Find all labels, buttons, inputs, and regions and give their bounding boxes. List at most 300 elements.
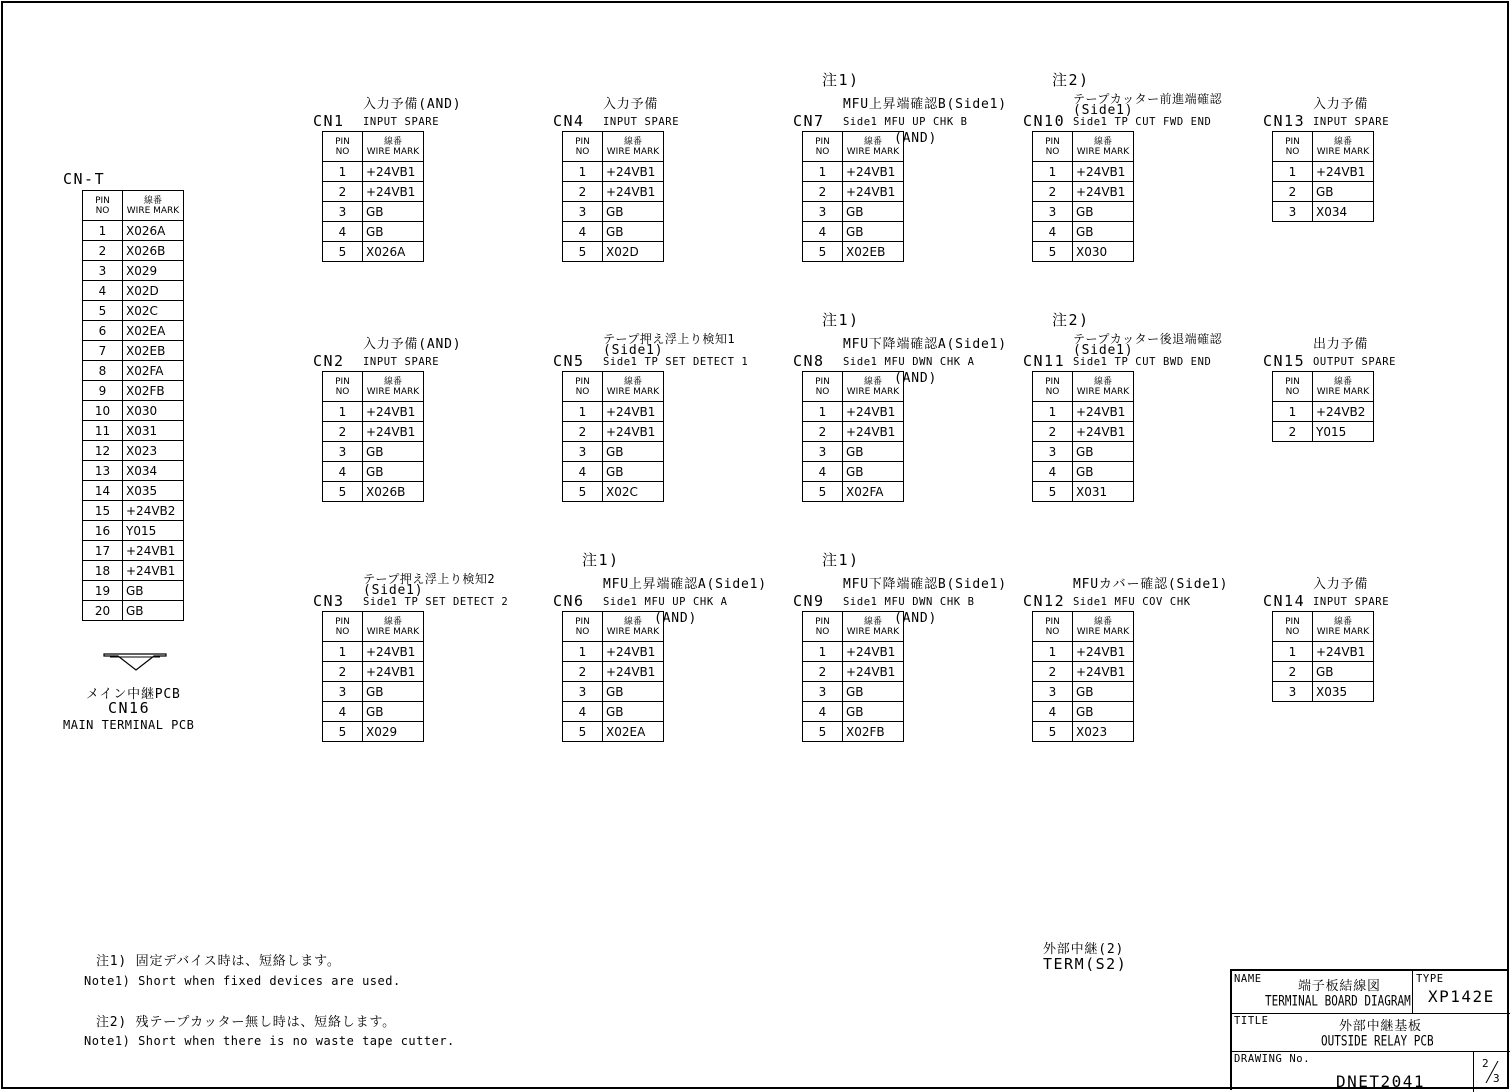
pin-number: 1	[323, 402, 363, 422]
cn14-label: CN14	[1263, 592, 1306, 610]
wire-mark: X02C	[123, 301, 184, 321]
wire-mark: X02EA	[123, 321, 184, 341]
pin-number: 5	[563, 242, 603, 262]
pin-row	[83, 221, 184, 241]
pin-row	[1033, 722, 1134, 742]
wire-mark: +24VB1	[363, 182, 424, 202]
cn15-pin-table	[1272, 371, 1374, 442]
pin-row	[83, 321, 184, 341]
wire-mark: +24VB1	[1073, 162, 1134, 182]
main-pcb-label-en: MAIN TERMINAL PCB	[63, 718, 195, 732]
pin-row	[1033, 422, 1134, 442]
wire-mark: X026A	[123, 221, 184, 241]
pin-row	[803, 482, 904, 502]
pin-row	[323, 182, 424, 202]
pin-row	[83, 261, 184, 281]
pin-number: 2	[323, 422, 363, 442]
pin-row	[803, 682, 904, 702]
wire-mark-header: 線番 WIRE MARK	[843, 372, 904, 402]
cn5-title-en: Side1 TP SET DETECT 1	[603, 356, 749, 368]
pin-number: 5	[803, 722, 843, 742]
wire-mark: X034	[123, 461, 184, 481]
pin-table-header	[1273, 132, 1374, 162]
cn2-label: CN2	[313, 352, 345, 370]
wire-mark: GB	[1073, 702, 1134, 722]
type-value: XP142E	[1428, 987, 1495, 1006]
wire-mark: +24VB1	[363, 162, 424, 182]
down-arrow-icon	[100, 650, 170, 674]
pin-number: 1	[803, 402, 843, 422]
pin-no-header: PIN NO	[803, 612, 843, 642]
main-pcb-cn: CN16	[108, 699, 151, 717]
wire-mark: GB	[1313, 182, 1374, 202]
cn12-title-jp: MFUカバー確認(Side1)	[1073, 577, 1229, 592]
cn12-pin-table	[1032, 611, 1134, 742]
wire-mark: GB	[363, 442, 424, 462]
pin-number: 5	[323, 482, 363, 502]
pin-number: 4	[563, 222, 603, 242]
pin-number: 5	[563, 722, 603, 742]
wire-mark: GB	[603, 442, 664, 462]
pin-table-header	[323, 612, 424, 642]
pin-row	[563, 722, 664, 742]
cn3-pin-table	[322, 611, 424, 742]
pin-no-header: PIN NO	[323, 612, 363, 642]
cn1-pin-table	[322, 131, 424, 262]
pin-number: 7	[83, 341, 123, 361]
pin-row	[83, 281, 184, 301]
cn14-pin-table	[1272, 611, 1374, 702]
pin-no-header: PIN NO	[1033, 372, 1073, 402]
term-label-en: TERM(S2)	[1043, 955, 1128, 973]
pin-number: 3	[803, 442, 843, 462]
pin-row	[1033, 222, 1134, 242]
wire-mark: X02EA	[603, 722, 664, 742]
pin-number: 1	[1273, 162, 1313, 182]
pin-row	[803, 422, 904, 442]
wire-mark: +24VB1	[843, 422, 904, 442]
wire-mark: X02D	[123, 281, 184, 301]
wire-mark: GB	[363, 222, 424, 242]
cn6-pin-table	[562, 611, 664, 742]
wire-mark-header: 線番 WIRE MARK	[363, 612, 424, 642]
cn10-label: CN10	[1023, 112, 1066, 130]
cn8-title-en: Side1 MFU DWN CHK A	[843, 356, 975, 368]
wire-mark: X035	[1313, 682, 1374, 702]
pin-row	[1033, 402, 1134, 422]
pin-number: 2	[803, 182, 843, 202]
pin-row	[323, 682, 424, 702]
cn9-title-jp: MFU下降端確認B(Side1)	[843, 577, 1007, 592]
wire-mark: GB	[1313, 662, 1374, 682]
pin-number: 3	[1033, 202, 1073, 222]
pin-number: 4	[323, 462, 363, 482]
cn6-title-jp: MFU上昇端確認A(Side1)	[603, 577, 767, 592]
cn-t-label: CN-T	[63, 170, 106, 188]
wire-mark: X023	[1073, 722, 1134, 742]
pin-number: 17	[83, 541, 123, 561]
pin-row	[1273, 202, 1374, 222]
wire-mark-header: 線番 WIRE MARK	[843, 132, 904, 162]
wire-mark: +24VB1	[843, 162, 904, 182]
pin-number: 5	[323, 242, 363, 262]
pin-number: 3	[323, 442, 363, 462]
pin-number: 2	[803, 662, 843, 682]
pin-no-header: PIN NO	[1273, 612, 1313, 642]
wire-mark: GB	[1073, 442, 1134, 462]
pin-row	[803, 402, 904, 422]
wire-mark: X031	[1073, 482, 1134, 502]
pin-number: 2	[1273, 182, 1313, 202]
cn15-title-en: OUTPUT SPARE	[1313, 356, 1397, 368]
wire-mark-header: 線番 WIRE MARK	[363, 372, 424, 402]
cn6-label: CN6	[553, 592, 585, 610]
pin-row	[323, 162, 424, 182]
pin-number: 11	[83, 421, 123, 441]
cn5-title-jp-sub: (Side1)	[603, 343, 664, 358]
wire-mark: GB	[603, 202, 664, 222]
pin-row	[83, 401, 184, 421]
cn5-label: CN5	[553, 352, 585, 370]
pin-table-header	[323, 372, 424, 402]
pin-row	[563, 642, 664, 662]
cn13-title-jp: 入力予備	[1313, 97, 1369, 112]
pin-row	[323, 422, 424, 442]
wire-mark: X023	[123, 441, 184, 461]
pin-number: 4	[803, 702, 843, 722]
pin-number: 1	[323, 162, 363, 182]
wire-mark: GB	[1073, 682, 1134, 702]
wire-mark-header: 線番 WIRE MARK	[1073, 132, 1134, 162]
pin-number: 1	[323, 642, 363, 662]
cn4-title-en: INPUT SPARE	[603, 116, 680, 128]
cn9-and-label: (AND)	[894, 611, 938, 626]
pin-row	[1273, 642, 1374, 662]
pin-row	[323, 242, 424, 262]
pin-row	[83, 341, 184, 361]
drawing-field-label: DRAWING No.	[1234, 1053, 1311, 1065]
pin-row	[803, 702, 904, 722]
pin-row	[323, 702, 424, 722]
wire-mark: +24VB2	[123, 501, 184, 521]
pin-row	[803, 722, 904, 742]
pin-row	[563, 422, 664, 442]
cn11-title-jp: テープカッター後退端確認	[1073, 332, 1223, 346]
pin-row	[323, 442, 424, 462]
wire-mark: GB	[363, 702, 424, 722]
cn7-label: CN7	[793, 112, 825, 130]
drawing-value: DNET2041	[1336, 1072, 1426, 1091]
wire-mark: X034	[1313, 202, 1374, 222]
wire-mark: X02EB	[123, 341, 184, 361]
wire-mark: +24VB1	[1073, 642, 1134, 662]
wire-mark: GB	[1073, 222, 1134, 242]
pin-row	[83, 461, 184, 481]
pin-row	[323, 662, 424, 682]
wire-mark-header: 線番 WIRE MARK	[603, 612, 664, 642]
pin-row	[323, 222, 424, 242]
cn10-title-en: Side1 TP CUT FWD END	[1073, 116, 1212, 128]
wire-mark: X02FA	[843, 482, 904, 502]
cn12-label: CN12	[1023, 592, 1066, 610]
cn14-title-en: INPUT SPARE	[1313, 596, 1390, 608]
pin-table-header	[83, 191, 184, 221]
pin-number: 3	[563, 202, 603, 222]
pin-row	[1273, 162, 1374, 182]
wire-mark: X02EB	[843, 242, 904, 262]
wire-mark: GB	[363, 682, 424, 702]
wire-mark: GB	[1073, 462, 1134, 482]
pin-row	[1273, 402, 1374, 422]
pin-table-header	[1273, 372, 1374, 402]
wire-mark: +24VB1	[843, 662, 904, 682]
pin-number: 5	[323, 722, 363, 742]
pin-number: 3	[323, 682, 363, 702]
pin-number: 3	[563, 682, 603, 702]
pin-number: 5	[803, 482, 843, 502]
pin-number: 2	[803, 422, 843, 442]
cn10-title-jp: テープカッター前進端確認	[1073, 92, 1223, 106]
wire-mark: GB	[843, 462, 904, 482]
pin-number: 2	[563, 422, 603, 442]
wire-mark: X029	[123, 261, 184, 281]
cn4-title-jp: 入力予備	[603, 97, 659, 112]
pin-number: 4	[803, 222, 843, 242]
pin-number: 12	[83, 441, 123, 461]
wire-mark: GB	[363, 462, 424, 482]
pin-number: 3	[563, 442, 603, 462]
pin-number: 3	[803, 682, 843, 702]
note2-en: Note1) Short when there is no waste tape cutter.	[84, 1034, 455, 1048]
pin-no-header: PIN NO	[323, 372, 363, 402]
pin-row	[803, 462, 904, 482]
cn3-label: CN3	[313, 592, 345, 610]
pin-number: 4	[323, 702, 363, 722]
pin-row	[563, 462, 664, 482]
cn6-note-label: 注1)	[582, 551, 620, 569]
pin-row	[323, 722, 424, 742]
wire-mark: X035	[123, 481, 184, 501]
note2-jp: 注2) 残テープカッター無し時は、短絡します。	[96, 1015, 396, 1030]
pin-number: 18	[83, 561, 123, 581]
pin-row	[563, 682, 664, 702]
pin-row	[563, 402, 664, 422]
cn13-label: CN13	[1263, 112, 1306, 130]
pin-number: 2	[1033, 422, 1073, 442]
pin-no-header: PIN NO	[803, 132, 843, 162]
wire-mark: +24VB1	[363, 402, 424, 422]
cn3-title-en: Side1 TP SET DETECT 2	[363, 596, 509, 608]
pin-number: 6	[83, 321, 123, 341]
pin-row	[323, 402, 424, 422]
wire-mark-header: 線番 WIRE MARK	[123, 191, 184, 221]
cn-t-pin-table	[82, 190, 184, 621]
pin-row	[83, 501, 184, 521]
pin-number: 4	[323, 222, 363, 242]
wire-mark: +24VB1	[843, 182, 904, 202]
cn1-title-en: INPUT SPARE	[363, 116, 440, 128]
wire-mark: +24VB1	[1313, 162, 1374, 182]
pin-no-header: PIN NO	[1273, 132, 1313, 162]
pin-row	[83, 561, 184, 581]
cn2-title-jp: 入力予備(AND)	[363, 337, 462, 352]
pin-row	[563, 242, 664, 262]
pin-no-header: PIN NO	[563, 132, 603, 162]
wire-mark-header: 線番 WIRE MARK	[363, 132, 424, 162]
pin-number: 3	[1033, 682, 1073, 702]
pin-row	[803, 442, 904, 462]
pin-row	[83, 361, 184, 381]
pin-table-header	[803, 612, 904, 642]
cn5-title-jp: テープ押え浮上り検知1	[603, 332, 736, 346]
pin-number: 19	[83, 581, 123, 601]
cn11-note-label: 注2)	[1052, 311, 1090, 329]
cn2-pin-table	[322, 371, 424, 502]
pin-number: 20	[83, 601, 123, 621]
wire-mark: GB	[603, 702, 664, 722]
pin-row	[563, 202, 664, 222]
term-label-jp: 外部中継(2)	[1043, 942, 1125, 957]
cn13-title-en: INPUT SPARE	[1313, 116, 1390, 128]
pin-row	[1033, 662, 1134, 682]
note1-en: Note1) Short when fixed devices are used.	[84, 974, 401, 988]
wire-mark: +24VB1	[363, 642, 424, 662]
wire-mark: GB	[603, 682, 664, 702]
note1-jp: 注1) 固定デバイス時は、短絡します。	[96, 954, 341, 969]
pin-row	[803, 662, 904, 682]
cn11-title-jp-sub: (Side1)	[1073, 343, 1134, 358]
pin-number: 1	[803, 642, 843, 662]
wire-mark: GB	[123, 601, 184, 621]
wire-mark: +24VB1	[1073, 422, 1134, 442]
cn12-title-en: Side1 MFU COV CHK	[1073, 596, 1191, 608]
wire-mark: +24VB1	[603, 422, 664, 442]
wire-mark: X030	[1073, 242, 1134, 262]
name-en: TERMINAL BOARD DIAGRAM	[1265, 993, 1411, 1010]
pin-number: 2	[323, 662, 363, 682]
pin-row	[1033, 162, 1134, 182]
pin-row	[83, 481, 184, 501]
wire-mark: Y015	[1313, 422, 1374, 442]
pin-number: 1	[1273, 642, 1313, 662]
pin-row	[563, 222, 664, 242]
pin-row	[83, 521, 184, 541]
wire-mark: +24VB1	[1073, 182, 1134, 202]
pin-row	[323, 642, 424, 662]
pin-number: 1	[563, 162, 603, 182]
main-pcb-label-jp: メイン中継PCB	[86, 687, 181, 702]
pin-row	[1033, 642, 1134, 662]
pin-number: 5	[1033, 242, 1073, 262]
pin-row	[83, 381, 184, 401]
wire-mark: +24VB1	[843, 642, 904, 662]
wire-mark: +24VB1	[363, 662, 424, 682]
cn3-title-jp: テープ押え浮上り検知2	[363, 572, 496, 586]
cn14-title-jp: 入力予備	[1313, 577, 1369, 592]
pin-row	[803, 642, 904, 662]
pin-row	[83, 241, 184, 261]
pin-number: 5	[803, 242, 843, 262]
sheet-num: 2	[1482, 1057, 1489, 1070]
pin-row	[323, 202, 424, 222]
cn6-and-label: (AND)	[654, 611, 698, 626]
pin-row	[83, 301, 184, 321]
pin-no-header: PIN NO	[563, 612, 603, 642]
cn4-label: CN4	[553, 112, 585, 130]
pin-number: 9	[83, 381, 123, 401]
cn7-title-en: Side1 MFU UP CHK B	[843, 116, 968, 128]
cn9-pin-table	[802, 611, 904, 742]
cn13-pin-table	[1272, 131, 1374, 222]
pin-number: 3	[1033, 442, 1073, 462]
wire-mark: X026B	[123, 241, 184, 261]
pin-no-header: PIN NO	[563, 372, 603, 402]
wire-mark: +24VB1	[603, 162, 664, 182]
wire-mark: X029	[363, 722, 424, 742]
wire-mark: +24VB1	[123, 541, 184, 561]
cn7-title-jp: MFU上昇端確認B(Side1)	[843, 97, 1007, 112]
pin-row	[1033, 242, 1134, 262]
wire-mark: +24VB1	[1073, 662, 1134, 682]
pin-row	[563, 162, 664, 182]
pin-number: 15	[83, 501, 123, 521]
pin-number: 2	[323, 182, 363, 202]
wire-mark: GB	[843, 442, 904, 462]
cn15-label: CN15	[1263, 352, 1306, 370]
pin-no-header: PIN NO	[1033, 612, 1073, 642]
wire-mark: X031	[123, 421, 184, 441]
pin-table-header	[1033, 132, 1134, 162]
pin-number: 13	[83, 461, 123, 481]
cn11-title-en: Side1 TP CUT BWD END	[1073, 356, 1212, 368]
pin-number: 2	[83, 241, 123, 261]
cn6-title-en: Side1 MFU UP CHK A	[603, 596, 728, 608]
name-field-label: NAME	[1234, 973, 1262, 985]
cn5-pin-table	[562, 371, 664, 502]
pin-number: 3	[803, 202, 843, 222]
pin-row	[323, 482, 424, 502]
pin-row	[1033, 182, 1134, 202]
cn8-title-jp: MFU下降端確認A(Side1)	[843, 337, 1007, 352]
cn7-note-label: 注1)	[822, 71, 860, 89]
wire-mark: +24VB1	[603, 642, 664, 662]
pin-number: 4	[563, 462, 603, 482]
pin-no-header: PIN NO	[1273, 372, 1313, 402]
pin-number: 2	[1033, 182, 1073, 202]
wire-mark: +24VB1	[603, 402, 664, 422]
cn9-title-en: Side1 MFU DWN CHK B	[843, 596, 975, 608]
wire-mark: +24VB1	[603, 662, 664, 682]
pin-row	[803, 242, 904, 262]
wire-mark: GB	[843, 702, 904, 722]
pin-number: 3	[323, 202, 363, 222]
pin-row	[1273, 422, 1374, 442]
wire-mark: GB	[843, 682, 904, 702]
wire-mark: +24VB1	[123, 561, 184, 581]
pin-row	[563, 182, 664, 202]
pin-table-header	[1273, 612, 1374, 642]
cn8-and-label: (AND)	[894, 371, 938, 386]
cn1-title-jp: 入力予備(AND)	[363, 97, 462, 112]
pin-row	[1033, 482, 1134, 502]
wire-mark: X02FB	[843, 722, 904, 742]
wire-mark: +24VB1	[1073, 402, 1134, 422]
wire-mark: X026A	[363, 242, 424, 262]
cn9-label: CN9	[793, 592, 825, 610]
wire-mark: +24VB1	[1313, 642, 1374, 662]
pin-row	[1033, 462, 1134, 482]
cn10-pin-table	[1032, 131, 1134, 262]
